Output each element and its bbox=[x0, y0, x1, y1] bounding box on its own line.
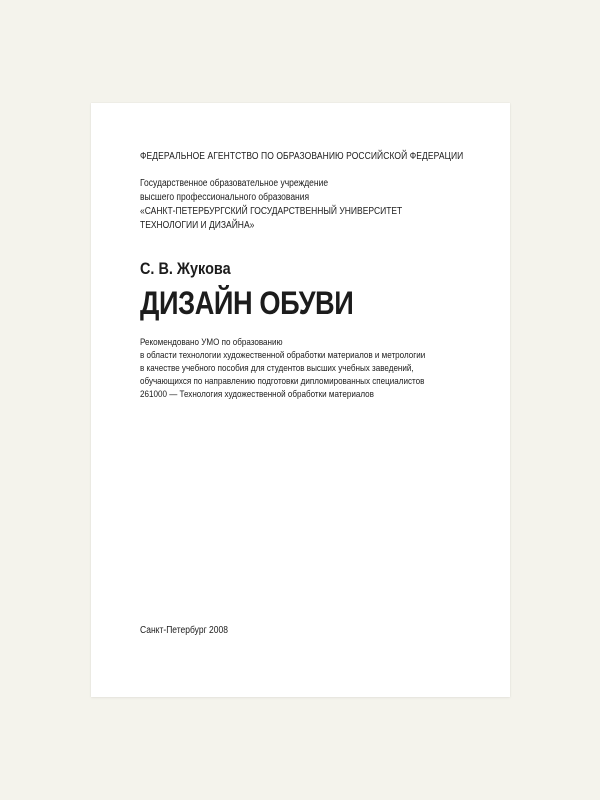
agency-line bbox=[140, 150, 520, 163]
institution-line: Государственное образовательное учреждение bbox=[140, 178, 329, 189]
book-title-text: ДИЗАЙН ОБУВИ bbox=[140, 285, 354, 321]
institution-block bbox=[140, 177, 449, 233]
recommendation-line: Рекомендовано УМО по образованию bbox=[140, 337, 283, 348]
author-text: С. В. Жукова bbox=[140, 259, 231, 278]
recommendation-line: обучающихся по направлению подготовки дипломированных специалистов bbox=[140, 376, 425, 387]
imprint-text: Санкт-Петербург 2008 bbox=[140, 625, 228, 636]
recommendation-block bbox=[140, 336, 476, 401]
imprint-line bbox=[140, 624, 243, 637]
institution-line: «САНКТ-ПЕТЕРБУРГСКИЙ ГОСУДАРСТВЕННЫЙ УНИВЕРСИТЕТ bbox=[140, 206, 403, 217]
recommendation-line: в качестве учебного пособия для студентов высших учебных заведений, bbox=[140, 363, 414, 374]
recommendation-line: в области технологии художественной обработки материалов и метрологии bbox=[140, 350, 426, 361]
institution-line: высшего профессионального образования bbox=[140, 192, 310, 203]
agency-text: ФЕДЕРАЛЬНОЕ АГЕНТСТВО ПО ОБРАЗОВАНИЮ РОССИЙСКОЙ ФЕДЕРАЦИИ bbox=[140, 151, 464, 162]
recommendation-line: 261000 — Технология художественной обработки материалов bbox=[140, 389, 374, 400]
institution-line: ТЕХНОЛОГИИ И ДИЗАЙНА» bbox=[140, 220, 255, 231]
book-title bbox=[140, 285, 391, 321]
author-name bbox=[140, 259, 247, 279]
book-title-page bbox=[91, 103, 510, 697]
